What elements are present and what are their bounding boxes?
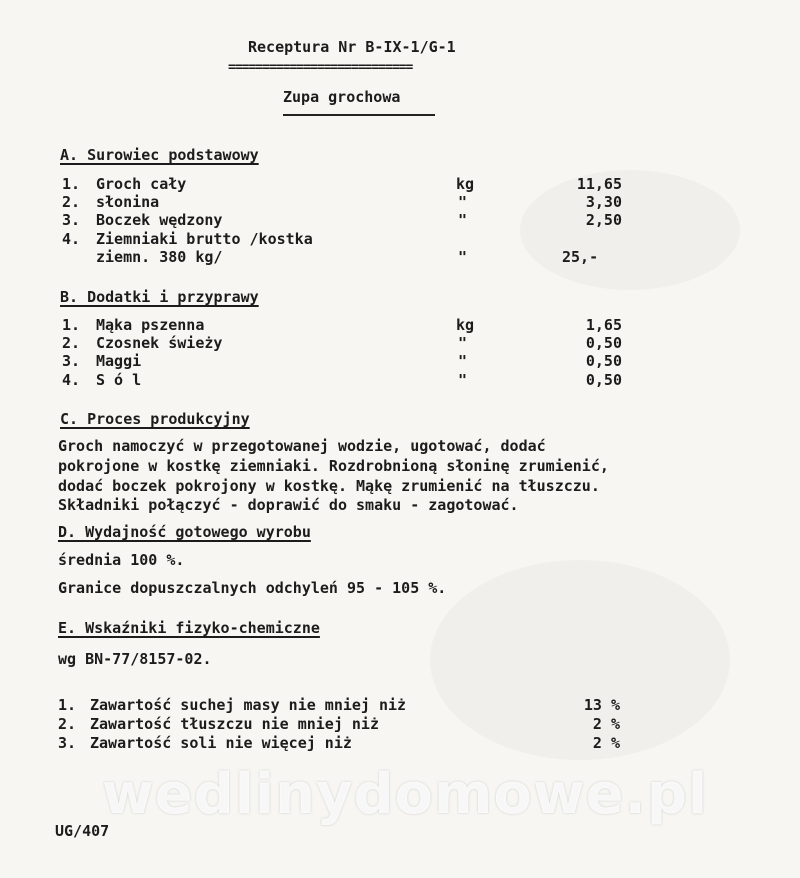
indicator-num: 3.: [58, 734, 77, 752]
section-b-item-num: 2.: [62, 334, 81, 352]
section-b-item-num: 4.: [62, 371, 81, 389]
indicator-value: 2 %: [592, 734, 620, 752]
section-b-item-unit: kg: [456, 316, 475, 334]
section-a-item-unit: kg: [456, 175, 475, 193]
standard-reference: wg BN-77/8157-02.: [58, 650, 212, 668]
subtitle-underline: [283, 114, 435, 116]
section-a-item-qty: 11,65: [576, 175, 622, 193]
section-a-item-qty: 3,30: [585, 193, 622, 211]
yield-tolerance: Granice dopuszczalnych odchyleń 95 - 105 %.: [58, 579, 447, 597]
section-a-item-name: słonina: [96, 193, 160, 211]
section-a-item-qty: 2,50: [585, 211, 622, 229]
site-watermark: wedlinydomowe.pl: [101, 762, 709, 827]
section-a-item-name: Boczek wędzony: [96, 211, 223, 229]
process-line: Groch namoczyć w przegotowanej wodzie, ugotować, dodać: [58, 437, 546, 455]
process-line: Składniki połączyć - doprawić do smaku - zagotować.: [58, 496, 519, 514]
section-b-item-qty: 1,65: [585, 316, 622, 334]
section-b-item-num: 1.: [62, 316, 81, 334]
section-d-heading: D. Wydajność gotowego wyrobu: [58, 523, 311, 541]
indicator-value: 13 %: [583, 696, 620, 714]
section-a-item-unit: ": [458, 193, 468, 211]
section-a-item-num: 2.: [62, 193, 81, 211]
section-b-item-name: Maggi: [96, 352, 142, 370]
section-a-heading: A. Surowiec podstawowy: [60, 146, 259, 164]
section-b-heading: B. Dodatki i przyprawy: [60, 288, 259, 306]
process-line: pokrojone w kostkę ziemniaki. Rozdrobnioną słoninę zrumienić,: [58, 457, 609, 475]
section-b-item-unit: ": [458, 334, 468, 352]
section-b-item-unit: ": [458, 352, 468, 370]
section-b-item-name: Czosnek świeży: [96, 334, 223, 352]
indicator-num: 2.: [58, 715, 77, 733]
section-a-item-name-cont: ziemn. 380 kg/: [96, 248, 223, 266]
process-line: dodać boczek pokrojony w kostkę. Mąkę zrumienić na tłuszczu.: [58, 477, 600, 495]
section-a-item-num: 3.: [62, 211, 81, 229]
section-c-heading: C. Proces produkcyjny: [60, 410, 250, 428]
section-b-item-qty: 0,50: [585, 352, 622, 370]
section-b-item-num: 3.: [62, 352, 81, 370]
section-a-item-num: 4.: [62, 230, 81, 248]
indicator-text: Zawartość soli nie więcej niż: [90, 734, 352, 752]
yield-average: średnia 100 %.: [58, 551, 185, 569]
indicator-value: 2 %: [592, 715, 620, 733]
document-title: Receptura Nr B-IX-1/G-1: [248, 38, 456, 56]
section-a-item-qty: 25,-: [562, 248, 599, 266]
document-code: UG/407: [55, 822, 110, 840]
section-a-item-name: Groch cały: [96, 175, 187, 193]
section-a-item-name: Ziemniaki brutto /kostka: [96, 230, 313, 248]
section-b-item-qty: 0,50: [585, 371, 622, 389]
indicator-text: Zawartość suchej masy nie mniej niż: [90, 696, 407, 714]
section-a-item-unit: ": [458, 248, 468, 266]
section-a-item-num: 1.: [62, 175, 81, 193]
section-b-item-name: Mąka pszenna: [96, 316, 205, 334]
section-b-item-unit: ": [458, 371, 468, 389]
title-separator: ===========================: [228, 60, 413, 75]
indicator-text: Zawartość tłuszczu nie mniej niż: [90, 715, 379, 733]
section-b-item-name: S ó l: [96, 371, 142, 389]
document-subtitle: Zupa grochowa: [283, 88, 401, 106]
section-e-heading: E. Wskaźniki fizyko-chemiczne: [58, 619, 320, 637]
section-a-item-unit: ": [458, 211, 468, 229]
section-b-item-qty: 0,50: [585, 334, 622, 352]
indicator-num: 1.: [58, 696, 77, 714]
